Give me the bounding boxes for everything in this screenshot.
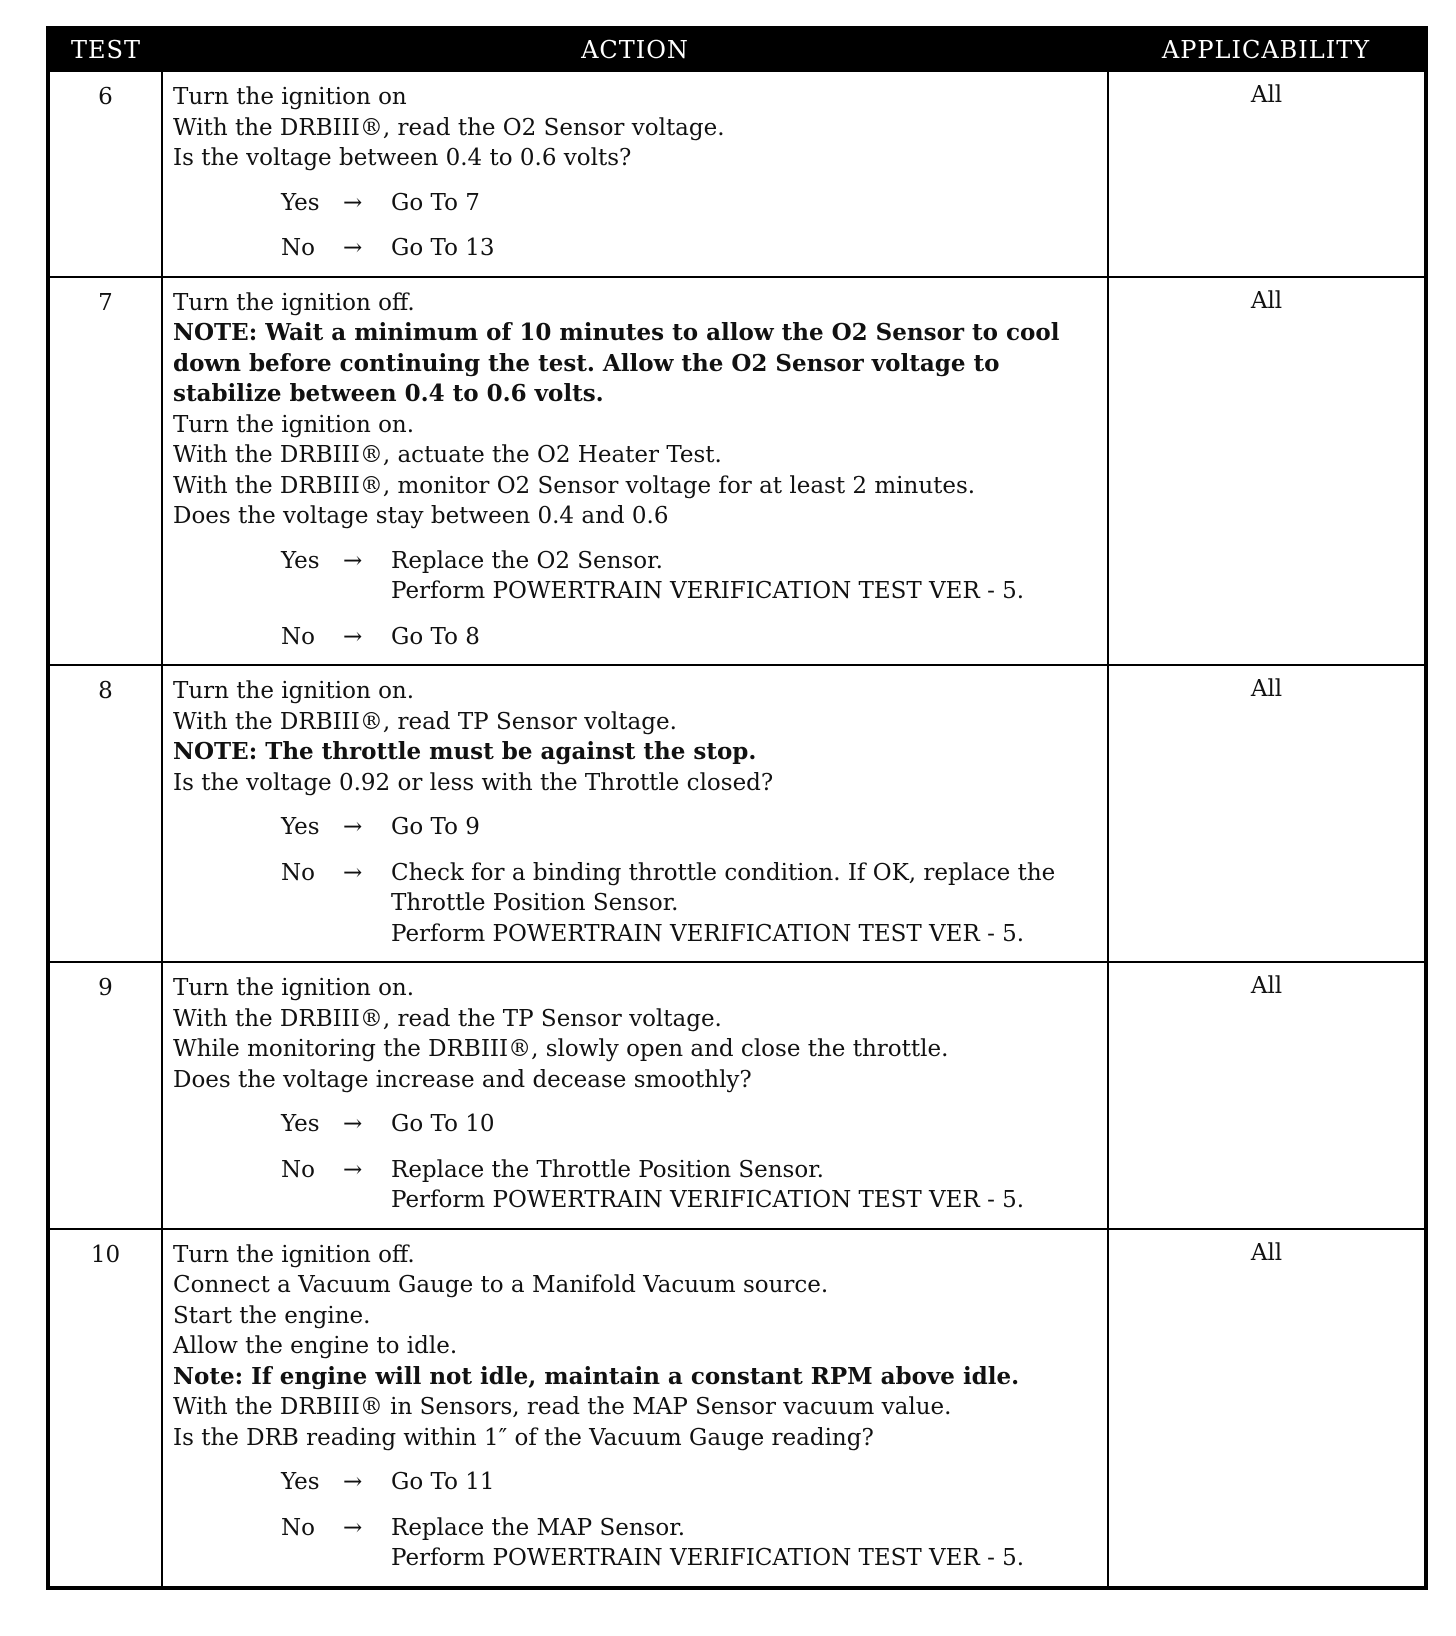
- answer-result: [391, 1109, 1099, 1140]
- answer-result: [391, 1155, 1099, 1216]
- header-applicability: APPLICABILITY: [1108, 28, 1426, 71]
- action-step: Allow the engine to idle.: [173, 1333, 458, 1359]
- answer-label: No: [281, 1156, 315, 1183]
- arrow-right-icon: →: [343, 859, 363, 886]
- arrow-right-icon: →: [343, 235, 363, 261]
- action-step: With the DRBIII®, read the O2 Sensor voltage.: [173, 114, 725, 141]
- answer-result: [391, 858, 1099, 950]
- diagnostic-test-table: [46, 26, 1428, 1590]
- answer-options: [173, 1109, 1099, 1216]
- action-step: Connect a Vacuum Gauge to a Manifold Vacuum source.: [173, 1272, 829, 1298]
- answer-label: No: [281, 235, 315, 261]
- answer-result: [391, 1467, 1099, 1498]
- action-step: Start the engine.: [173, 1302, 371, 1329]
- answer-options: [173, 1467, 1099, 1574]
- result-line: Go To 9: [391, 814, 480, 840]
- answer-option: [281, 1155, 1099, 1216]
- result-line: Go To 13: [391, 235, 495, 261]
- answer-label: Yes: [281, 547, 320, 574]
- answer-label: Yes: [281, 1469, 320, 1495]
- test-number: 10: [48, 1229, 162, 1588]
- applicability-cell: All: [1108, 1229, 1426, 1588]
- test-number: 7: [48, 277, 162, 666]
- action-step: Is the DRB reading within 1″ of the Vacuum Gauge reading?: [173, 1424, 874, 1451]
- action-step: With the DRBIII®, read TP Sensor voltage.: [173, 708, 677, 735]
- answer-option: [281, 1467, 1099, 1498]
- table-row: [48, 1229, 1426, 1588]
- action-step: Does the voltage stay between 0.4 and 0.6: [173, 503, 669, 529]
- action-step: Turn the ignition on.: [173, 411, 415, 438]
- action-step: Turn the ignition on.: [173, 678, 415, 704]
- answer-label: No: [281, 623, 315, 650]
- table-row: [48, 962, 1426, 1229]
- action-step: Is the voltage 0.92 or less with the Throttle closed?: [173, 769, 774, 796]
- answer-result: [391, 233, 1099, 264]
- applicability-cell: All: [1108, 277, 1426, 666]
- answer-label: Yes: [281, 814, 320, 840]
- answer-option: [281, 622, 1099, 653]
- answer-label: No: [281, 1514, 315, 1541]
- note-text: Note: If engine will not idle, maintain a constant RPM above idle.: [173, 1362, 1020, 1390]
- answer-options: [173, 812, 1099, 949]
- result-line: Perform POWERTRAIN VERIFICATION TEST VER - 5.: [391, 1545, 1025, 1571]
- arrow-right-icon: →: [343, 1514, 363, 1541]
- answer-option: [281, 1109, 1099, 1140]
- answer-label: Yes: [281, 1111, 320, 1137]
- arrow-right-icon: →: [343, 814, 363, 840]
- applicability-cell: All: [1108, 665, 1426, 962]
- result-line: Go To 8: [391, 623, 480, 650]
- action-step: Turn the ignition on: [173, 84, 407, 110]
- result-line: Go To 10: [391, 1111, 495, 1137]
- action-step: With the DRBIII®, monitor O2 Sensor voltage for at least 2 minutes.: [173, 472, 976, 499]
- table-header-row: [48, 28, 1426, 71]
- result-line: Check for a binding throttle condition. If OK, replace the Throttle Position Sensor.: [391, 859, 1056, 916]
- arrow-right-icon: →: [343, 1156, 363, 1183]
- action-step: Turn the ignition off.: [173, 1241, 415, 1268]
- answer-label: Yes: [281, 189, 320, 216]
- answer-options: [173, 188, 1099, 264]
- action-cell: [162, 71, 1108, 277]
- arrow-right-icon: →: [343, 1469, 363, 1495]
- answer-option: [281, 1513, 1099, 1574]
- table-row: [48, 277, 1426, 666]
- action-step: Turn the ignition off.: [173, 289, 415, 316]
- action-step: Is the voltage between 0.4 to 0.6 volts?: [173, 145, 632, 171]
- table-row: [48, 71, 1426, 277]
- answer-option: [281, 233, 1099, 264]
- answer-option: [281, 812, 1099, 843]
- action-cell: [162, 962, 1108, 1229]
- action-cell: [162, 277, 1108, 666]
- test-number: 6: [48, 71, 162, 277]
- action-cell: [162, 665, 1108, 962]
- arrow-right-icon: →: [343, 623, 363, 650]
- arrow-right-icon: →: [343, 547, 363, 574]
- arrow-right-icon: →: [343, 1111, 363, 1137]
- table-body: [48, 71, 1426, 1588]
- test-number: 8: [48, 665, 162, 962]
- test-number: 9: [48, 962, 162, 1229]
- note-text: NOTE: The throttle must be against the stop.: [173, 738, 757, 765]
- result-line: Replace the MAP Sensor.: [391, 1514, 686, 1541]
- answer-option: [281, 858, 1099, 950]
- header-test: TEST: [48, 28, 162, 71]
- answer-options: [173, 546, 1099, 653]
- action-step: Turn the ignition on.: [173, 975, 415, 1001]
- action-step: With the DRBIII®, read the TP Sensor voltage.: [173, 1005, 722, 1032]
- result-line: Go To 7: [391, 189, 480, 216]
- action-step: While monitoring the DRBIII®, slowly open and close the throttle.: [173, 1036, 949, 1062]
- header-action: ACTION: [162, 28, 1108, 71]
- action-step: Does the voltage increase and decease smoothly?: [173, 1066, 752, 1093]
- answer-result: [391, 622, 1099, 653]
- answer-result: [391, 1513, 1099, 1574]
- action-step: With the DRBIII® in Sensors, read the MAP Sensor vacuum value.: [173, 1394, 952, 1420]
- answer-result: [391, 812, 1099, 843]
- answer-result: [391, 546, 1099, 607]
- arrow-right-icon: →: [343, 189, 363, 216]
- result-line: Perform POWERTRAIN VERIFICATION TEST VER - 5.: [391, 920, 1025, 947]
- action-cell: [162, 1229, 1108, 1588]
- result-line: Replace the O2 Sensor.: [391, 547, 663, 574]
- result-line: Perform POWERTRAIN VERIFICATION TEST VER - 5.: [391, 1187, 1025, 1213]
- action-step: With the DRBIII®, actuate the O2 Heater Test.: [173, 442, 722, 468]
- answer-label: No: [281, 859, 315, 886]
- result-line: Go To 11: [391, 1469, 495, 1495]
- result-line: Replace the Throttle Position Sensor.: [391, 1156, 824, 1183]
- answer-option: [281, 188, 1099, 219]
- answer-option: [281, 546, 1099, 607]
- note-text: NOTE: Wait a minimum of 10 minutes to allow the O2 Sensor to cool down before continuing the test. Allow the O2 Sensor voltage to stabilize between 0.4 to 0.6 volts.: [173, 319, 1060, 407]
- applicability-cell: All: [1108, 962, 1426, 1229]
- result-line: Perform POWERTRAIN VERIFICATION TEST VER - 5.: [391, 578, 1025, 604]
- table-row: [48, 665, 1426, 962]
- applicability-cell: All: [1108, 71, 1426, 277]
- answer-result: [391, 188, 1099, 219]
